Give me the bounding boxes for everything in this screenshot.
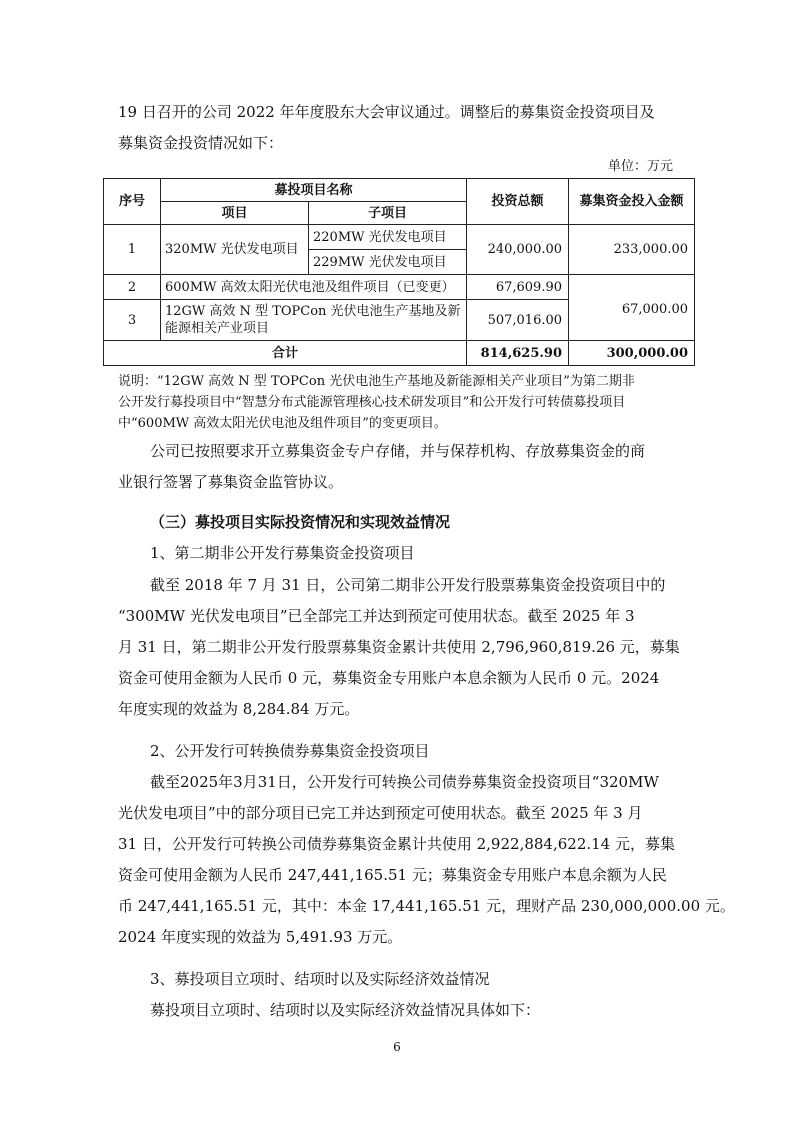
investment-table [103,178,695,366]
sub2-line-1: 截至2025年3月31日，公开发行可转换公司债券募集资金投资项目“320MW [150,773,659,791]
note-line-1: 说明：“12GW 高效 N 型 TOPCon 光伏电池生产基地及新能源相关产业项目”为第二期非 [118,374,635,389]
table-row [104,225,695,250]
row3-total: 507,016.00 [467,300,569,341]
row3-project-line1: 12GW 高效 N 型 TOPCon 光伏电池生产基地及新 [165,304,461,319]
sub1-line-3: 月 31 日，第二期非公开发行股票募集资金累计共使用 2,796,960,819.26 元，募集 [118,638,680,656]
unit-label: 单位：万元 [607,159,673,174]
table-sum-row [104,341,695,366]
note-line-2: 公开发行募投项目中“智慧分布式能源管理核心技术研发项目”和公开发行可转债募投项目 [118,395,626,410]
row3-project-line2: 能源相关产业项目 [165,321,270,336]
storage-line-1: 公司已按照要求开立募集资金专户存储，并与保荐机构、存放募集资金的商 [150,442,646,460]
table-row [104,275,695,300]
row3-project [161,300,467,341]
row3-seq: 3 [104,300,161,341]
sub2-line-6: 2024 年度实现的效益为 5,491.93 万元。 [118,928,403,946]
sub2-line-4: 资金可使用金额为人民币 247,441,165.51 元；募集资金专用账户本息余额为人民 [118,866,667,884]
sub2-line-5: 币 247,441,165.51 元，其中：本金 17,441,165.51 元，理财产品 230,000,000.00 元。 [118,897,735,915]
sum-raised: 300,000.00 [569,341,695,366]
intro-line-2: 募集资金投资情况如下： [118,134,284,152]
row1-sub2: 229MW 光伏发电项目 [309,250,467,275]
row1-project: 320MW 光伏发电项目 [161,225,309,275]
sub3-line-1: 募投项目立项时、结项时以及实际经济效益情况具体如下： [150,1001,541,1019]
storage-line-2: 业银行签署了募集资金监管协议。 [118,473,344,491]
row1-raised: 233,000.00 [569,225,695,275]
row2-project: 600MW 高效太阳光伏电池及组件项目（已变更） [161,275,467,300]
sub1-line-1: 截至 2018 年 7 月 31 日，公司第二期非公开发行股票募集资金投资项目中的 [150,576,666,594]
sub1-title: 1、第二期非公开发行募集资金投资项目 [150,544,415,562]
sub1-line-2: “300MW 光伏发电项目”已全部完工并达到预定可使用状态。截至 2025 年 3 [118,607,635,625]
header-total: 投资总额 [467,179,569,225]
row2-total: 67,609.90 [467,275,569,300]
header-raised: 募集资金投入金额 [569,179,695,225]
sub1-line-4: 资金可使用金额为人民币 0 元，募集资金专用账户本息余额为人民币 0 元。2024 [118,669,660,687]
sub2-title: 2、公开发行可转换债券募集资金投资项目 [150,742,430,760]
sub1-line-5: 年度实现的效益为 8,284.84 万元。 [118,700,360,718]
sum-label: 合计 [104,341,467,366]
row1-sub1: 220MW 光伏发电项目 [309,225,467,250]
row1-seq: 1 [104,225,161,275]
intro-line-1: 19 日召开的公司 2022 年年度股东大会审议通过。调整后的募集资金投资项目及 [118,103,655,121]
section3-heading: （三）募投项目实际投资情况和实现效益情况 [150,513,451,531]
sub2-line-2: 光伏发电项目”中的部分项目已完工并达到预定可使用状态。截至 2025 年 3 月 [118,804,643,822]
sum-total: 814,625.90 [467,341,569,366]
header-project: 项目 [161,202,309,225]
header-subproject: 子项目 [309,202,467,225]
row1-total: 240,000.00 [467,225,569,275]
page-number: 6 [393,1040,401,1054]
header-project-name: 募投项目名称 [161,179,467,202]
sub2-line-3: 31 日，公开发行可转换公司债券募集资金累计共使用 2,922,884,622.14 元，募集 [118,835,675,853]
table-header-row [104,179,695,202]
row2-seq: 2 [104,275,161,300]
sub3-title: 3、募投项目立项时、结项时以及实际经济效益情况 [150,970,490,988]
note-line-3: 中“600MW 高效太阳光伏电池及组件项目”的变更项目。 [118,416,447,431]
header-seq: 序号 [104,179,161,225]
row23-raised: 67,000.00 [569,275,695,341]
